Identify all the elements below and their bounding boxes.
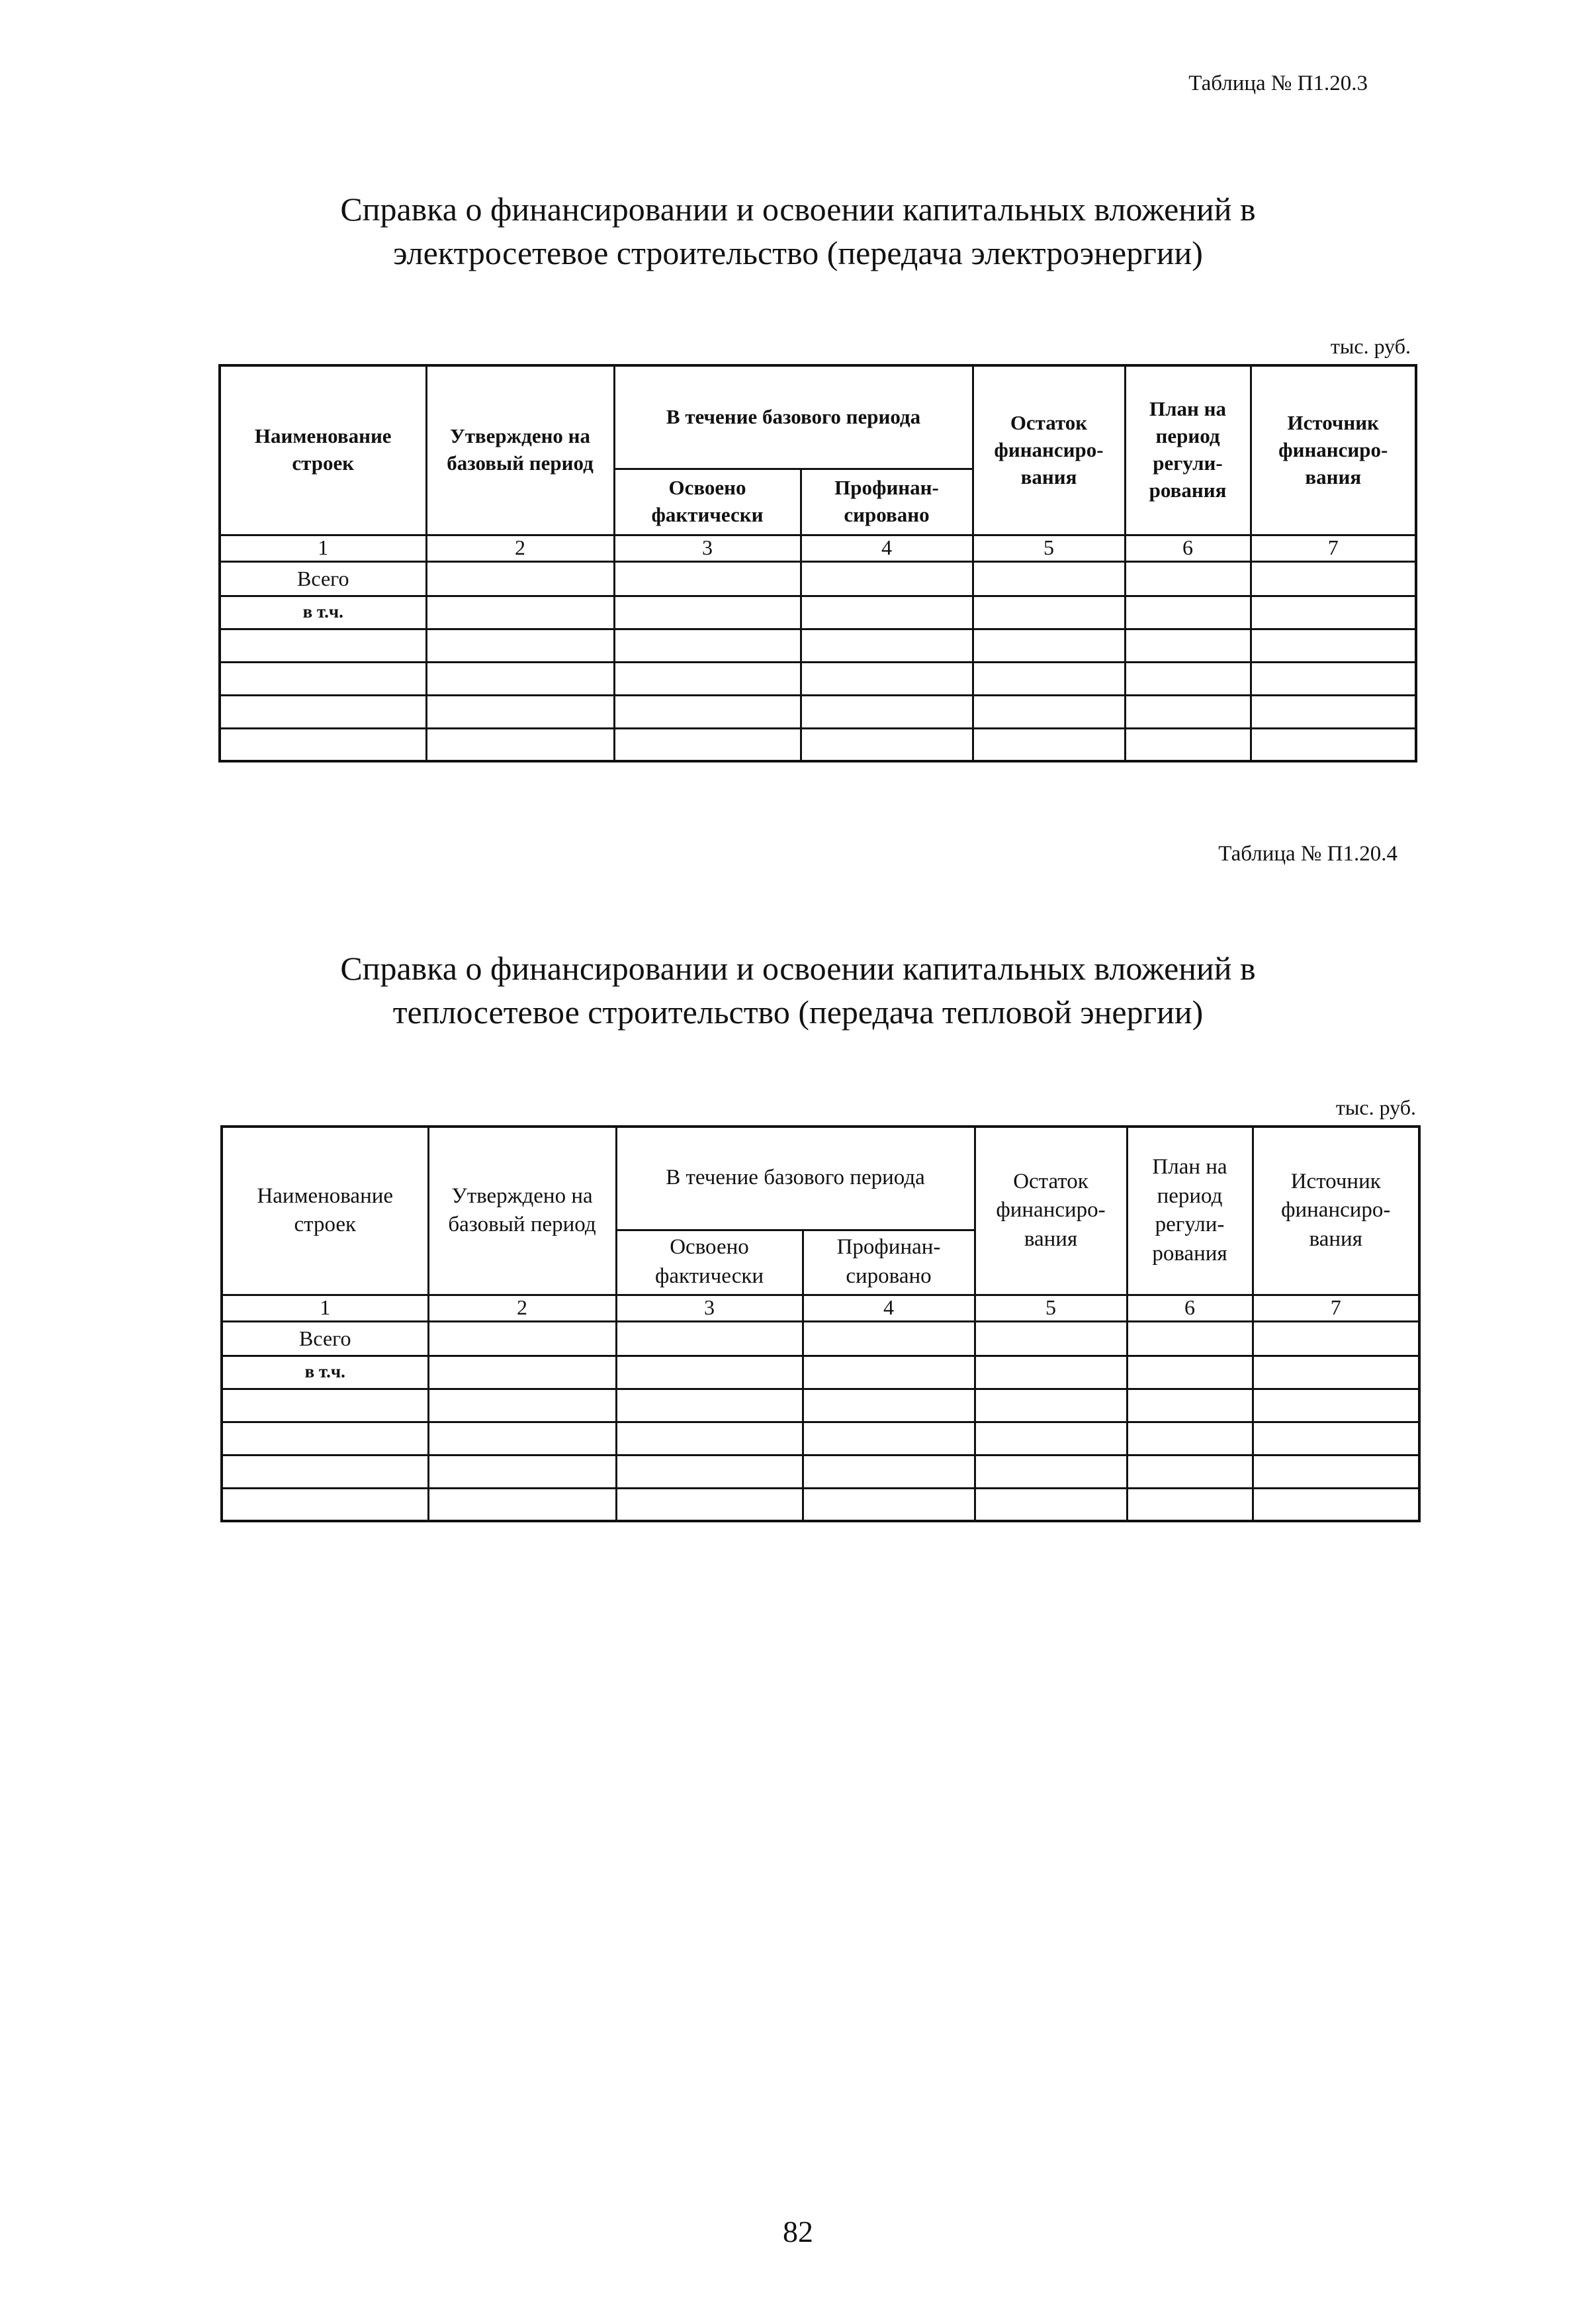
table-cell <box>975 1389 1127 1422</box>
table-cell <box>1253 1356 1419 1389</box>
table-cell <box>1127 1356 1253 1389</box>
table-cell <box>1125 629 1251 662</box>
table-row <box>220 728 1416 761</box>
table-cell <box>428 1488 616 1521</box>
table-cell <box>426 695 614 728</box>
table-cell <box>801 629 973 662</box>
header-approved: Утверждено на базовый период <box>426 365 614 535</box>
column-number: 4 <box>801 535 973 561</box>
table-cell <box>1251 596 1416 629</box>
table-cell <box>428 1321 616 1356</box>
header-balance: Остаток финансиро-вания <box>975 1127 1127 1295</box>
table-cell <box>803 1389 975 1422</box>
table-cell <box>1253 1422 1419 1455</box>
table-cell <box>428 1356 616 1389</box>
financing-table-electric <box>218 364 1417 762</box>
column-numbers-row <box>222 1295 1419 1321</box>
page-number: 82 <box>783 2215 813 2248</box>
table-cell <box>614 728 801 761</box>
table-cell <box>973 662 1125 695</box>
table-number-label: Таблица № П1.20.4 <box>1218 842 1397 866</box>
table-cell <box>428 1455 616 1488</box>
column-number: 6 <box>1125 535 1251 561</box>
header-plan: План на период регули-рования <box>1125 365 1251 535</box>
table-cell <box>803 1321 975 1356</box>
table-row <box>222 1422 1419 1455</box>
table-cell <box>801 596 973 629</box>
table-cell <box>1253 1455 1419 1488</box>
table-cell <box>1127 1455 1253 1488</box>
table-row <box>222 1455 1419 1488</box>
table-cell <box>973 728 1125 761</box>
table-cell <box>616 1321 803 1356</box>
table-cell <box>803 1455 975 1488</box>
table-row <box>220 695 1416 728</box>
title-line-1: Справка о финансировании и освоении капитальных вложений в <box>340 950 1256 987</box>
table-cell <box>1125 695 1251 728</box>
table-cell <box>803 1422 975 1455</box>
header-financed: Профинан-сировано <box>803 1230 975 1295</box>
table-row <box>222 1389 1419 1422</box>
table-cell <box>426 629 614 662</box>
table-row <box>220 629 1416 662</box>
column-number: 2 <box>426 535 614 561</box>
header-name: Наименование строек <box>220 365 426 535</box>
table-cell <box>616 1389 803 1422</box>
header-during-base-period: В течение базового периода <box>616 1127 975 1230</box>
financing-table-heat <box>220 1125 1421 1522</box>
table-cell <box>220 662 426 695</box>
table-row <box>222 1356 1419 1389</box>
title-line-1: Справка о финансировании и освоении капитальных вложений в <box>340 191 1256 228</box>
table-cell <box>801 561 973 596</box>
table-cell <box>973 561 1125 596</box>
header-source: Источник финансиро-вания <box>1251 365 1416 535</box>
table-cell <box>975 1321 1127 1356</box>
table-title <box>0 187 1596 275</box>
table-cell <box>426 596 614 629</box>
table-cell <box>616 1488 803 1521</box>
header-mastered: Освоено фактически <box>614 469 801 535</box>
header-name: Наименование строек <box>222 1127 428 1295</box>
table-cell <box>975 1455 1127 1488</box>
unit-label: тыс. руб. <box>1335 1095 1416 1119</box>
table-cell <box>975 1488 1127 1521</box>
table-cell <box>973 629 1125 662</box>
header-approved: Утверждено на базовый период <box>428 1127 616 1295</box>
table-cell <box>1253 1321 1419 1356</box>
table-cell <box>973 695 1125 728</box>
table-cell <box>975 1422 1127 1455</box>
table-row <box>222 1488 1419 1521</box>
table-cell <box>222 1455 428 1488</box>
table-cell <box>614 561 801 596</box>
table-cell <box>220 629 426 662</box>
table-cell <box>614 662 801 695</box>
table-cell <box>426 728 614 761</box>
column-number: 4 <box>803 1295 975 1321</box>
row-label: в т.ч. <box>220 596 426 629</box>
table-cell <box>220 728 426 761</box>
column-number: 5 <box>975 1295 1127 1321</box>
table-cell <box>1253 1389 1419 1422</box>
table-cell <box>1127 1422 1253 1455</box>
column-number: 5 <box>973 535 1125 561</box>
table-cell <box>614 695 801 728</box>
table-cell <box>1127 1389 1253 1422</box>
column-numbers-row <box>220 535 1416 561</box>
row-label: Всего <box>220 561 426 596</box>
table-cell <box>975 1356 1127 1389</box>
header-mastered: Освоено фактически <box>616 1230 803 1295</box>
column-number: 7 <box>1253 1295 1419 1321</box>
table-cell <box>801 695 973 728</box>
table-cell <box>1251 561 1416 596</box>
table-row <box>220 596 1416 629</box>
table-cell <box>1125 662 1251 695</box>
table-cell <box>803 1356 975 1389</box>
row-label: Всего <box>222 1321 428 1356</box>
table-cell <box>1251 695 1416 728</box>
header-source: Источник финансиро-вания <box>1253 1127 1419 1295</box>
table-cell <box>1251 662 1416 695</box>
table-cell <box>1251 728 1416 761</box>
table-cell <box>614 596 801 629</box>
table-cell <box>616 1455 803 1488</box>
table-cell <box>803 1488 975 1521</box>
table-cell <box>1127 1488 1253 1521</box>
table-cell <box>616 1422 803 1455</box>
table-cell <box>973 596 1125 629</box>
table-cell <box>222 1389 428 1422</box>
row-label: в т.ч. <box>222 1356 428 1389</box>
title-line-2: теплосетевое строительство (передача тепловой энергии) <box>392 993 1204 1031</box>
table-cell <box>1251 629 1416 662</box>
table-cell <box>1127 1321 1253 1356</box>
table-cell <box>222 1488 428 1521</box>
table-row <box>220 561 1416 596</box>
unit-label: тыс. руб. <box>1330 334 1411 358</box>
title-line-2: электросетевое строительство (передача электроэнергии) <box>393 234 1203 271</box>
table-cell <box>1125 596 1251 629</box>
table-cell <box>616 1356 803 1389</box>
table-row <box>222 1321 1419 1356</box>
header-financed: Профинан-сировано <box>801 469 973 535</box>
table-number-label: Таблица № П1.20.3 <box>1188 71 1368 95</box>
table-row <box>220 662 1416 695</box>
table-cell <box>614 629 801 662</box>
header-plan: План на период регули-рования <box>1127 1127 1253 1295</box>
table-cell <box>801 662 973 695</box>
table-cell <box>1125 728 1251 761</box>
column-number: 3 <box>616 1295 803 1321</box>
column-number: 3 <box>614 535 801 561</box>
table-cell <box>428 1422 616 1455</box>
table-cell <box>220 695 426 728</box>
column-number: 2 <box>428 1295 616 1321</box>
table-cell <box>1253 1488 1419 1521</box>
table-cell <box>1125 561 1251 596</box>
table-title <box>0 947 1596 1034</box>
column-number: 1 <box>222 1295 428 1321</box>
header-during-base-period: В течение базового периода <box>614 365 973 469</box>
table-cell <box>222 1422 428 1455</box>
table-cell <box>801 728 973 761</box>
table-cell <box>426 561 614 596</box>
column-number: 7 <box>1251 535 1416 561</box>
table-cell <box>426 662 614 695</box>
column-number: 6 <box>1127 1295 1253 1321</box>
header-balance: Остаток финансиро-вания <box>973 365 1125 535</box>
table-cell <box>428 1389 616 1422</box>
column-number: 1 <box>220 535 426 561</box>
